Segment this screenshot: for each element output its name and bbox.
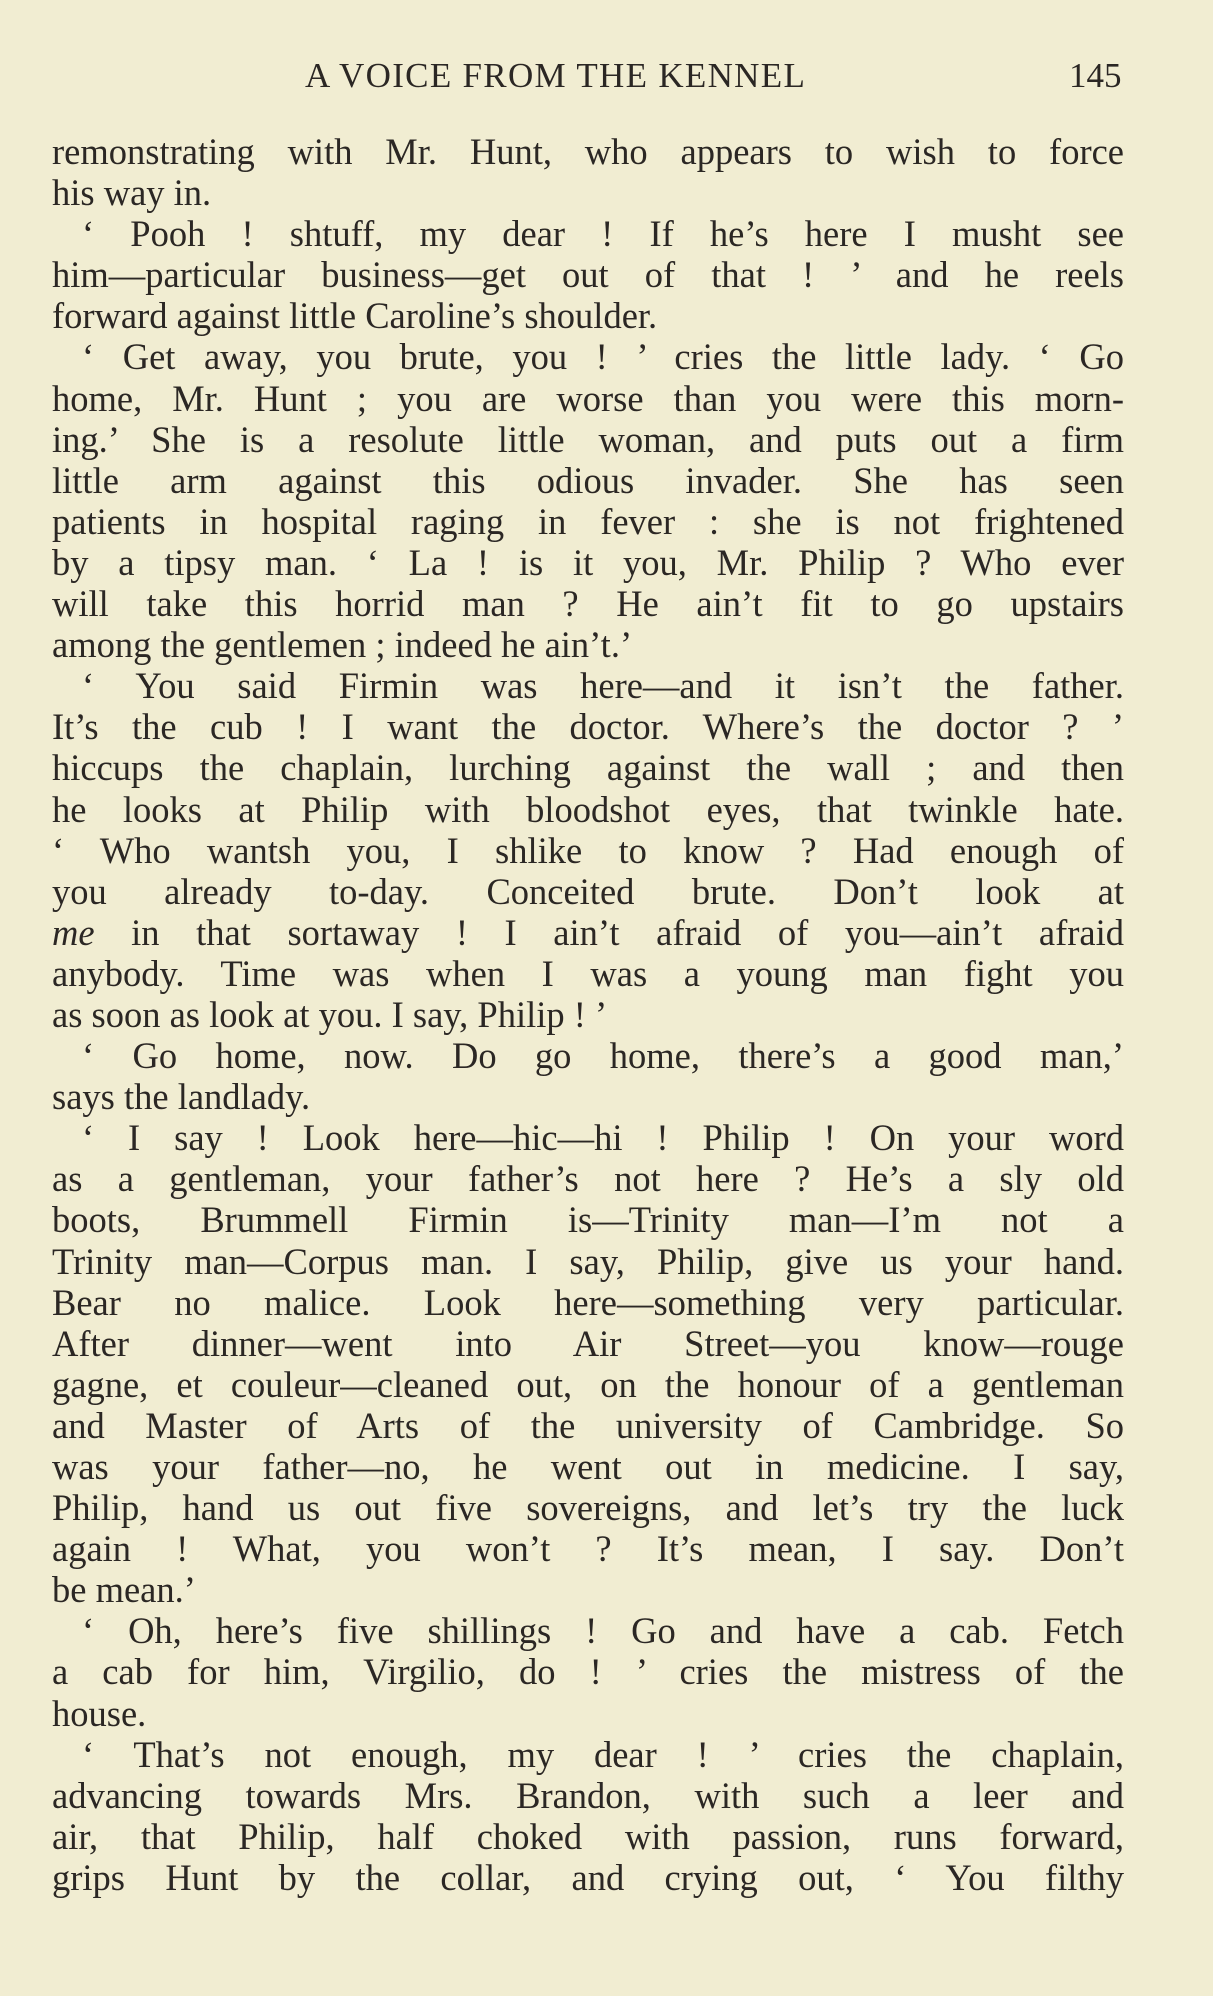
text-line [52, 624, 1124, 665]
line-text: as a gentleman, your father’s not here ? He’s a sly old [52, 1158, 1124, 1200]
text-line [52, 1035, 1124, 1076]
text-line [52, 1241, 1124, 1282]
text-line [52, 706, 1124, 747]
line-text: ‘ Go home, now. Do go home, there’s a good man,’ [82, 1035, 1124, 1077]
line-text: ‘ You said Firmin was here—and it isn’t the father. [82, 665, 1124, 707]
text-line [52, 1816, 1124, 1857]
line-text: his way in. [52, 172, 212, 214]
text-line [52, 912, 1124, 953]
text-line [52, 378, 1124, 419]
text-line [52, 460, 1124, 501]
text-line [52, 131, 1124, 172]
text-line [52, 665, 1124, 706]
line-text: as soon as look at you. I say, Philip ! ’ [52, 993, 608, 1035]
line-text: It’s the cub ! I want the doctor. Where’s the doctor ? ’ [52, 706, 1124, 748]
text-line [52, 1282, 1124, 1323]
text-line [52, 789, 1124, 830]
text-line [52, 1528, 1124, 1569]
text-line [52, 871, 1124, 912]
text-line [52, 419, 1124, 460]
running-title: A VOICE FROM THE KENNEL [305, 56, 807, 95]
line-text: in that sortaway ! I ain’t afraid of you—ain’t afraid [94, 911, 1124, 953]
text-line [52, 1569, 1124, 1610]
text-line [52, 1734, 1124, 1775]
text-line [52, 213, 1124, 254]
text-line [52, 1199, 1124, 1240]
text-line [52, 1693, 1124, 1734]
line-text: remonstrating with Mr. Hunt, who appears to wish to force [52, 131, 1124, 172]
text-line [52, 583, 1124, 624]
line-text: gagne, et couleur—cleaned out, on the honour of a gentleman [52, 1363, 1124, 1405]
line-text: ‘ That’s not enough, my dear ! ’ cries the chaplain, [82, 1733, 1124, 1775]
line-text: patients in hospital raging in fever : she is not frightened [52, 500, 1124, 542]
line-text: be mean.’ [52, 1569, 196, 1611]
text-line [52, 1487, 1124, 1528]
line-text: will take this horrid man ? He ain’t fit to go upstairs [52, 583, 1124, 625]
text-line [52, 1651, 1124, 1692]
page-number: 145 [1069, 56, 1122, 95]
text-line [52, 1857, 1124, 1898]
text-line [52, 1117, 1124, 1158]
text-line [52, 994, 1124, 1035]
line-text: grips Hunt by the collar, and crying out, ‘ You filthy [52, 1856, 1124, 1898]
text-line [52, 172, 1124, 213]
text-line [52, 501, 1124, 542]
line-text: a cab for him, Virgilio, do ! ’ cries the mistress of the [52, 1651, 1124, 1693]
line-text: boots, Brummell Firmin is—Trinity man—I’m not a [52, 1199, 1124, 1241]
line-text: him—particular business—get out of that ! ’ and he reels [52, 254, 1124, 296]
line-text: Philip, hand us out five sovereigns, and let’s try the luck [52, 1487, 1124, 1529]
text-line [52, 830, 1124, 871]
line-text: by a tipsy man. ‘ La ! is it you, Mr. Philip ? Who ever [52, 541, 1124, 583]
text-line [52, 1610, 1124, 1651]
line-text: again ! What, you won’t ? It’s mean, I say. Don’t [52, 1528, 1124, 1570]
text-line [52, 542, 1124, 583]
text-line [52, 336, 1124, 377]
line-text: Bear no malice. Look here—something very particular. [52, 1281, 1124, 1323]
line-text: ‘ Pooh ! shtuff, my dear ! If he’s here I musht see [82, 213, 1124, 255]
body-text [52, 131, 1124, 1898]
line-text: ‘ Oh, here’s five shillings ! Go and have a cab. Fetch [82, 1610, 1124, 1652]
text-line [52, 1405, 1124, 1446]
line-text: says the landlady. [52, 1076, 311, 1118]
line-text: hiccups the chaplain, lurching against the wall ; and then [52, 747, 1124, 789]
line-text: Trinity man—Corpus man. I say, Philip, give us your hand. [52, 1240, 1124, 1282]
emphasis-word: me [52, 911, 95, 953]
line-text: was your father—no, he went out in medicine. I say, [52, 1446, 1124, 1487]
line-text: among the gentlemen ; indeed he ain’t.’ [52, 624, 633, 666]
text-line [52, 254, 1124, 295]
text-line [52, 747, 1124, 788]
line-text: ‘ I say ! Look here—hic—hi ! Philip ! On your word [82, 1117, 1124, 1159]
line-text: and Master of Arts of the university of Cambridge. So [52, 1404, 1124, 1446]
line-text: After dinner—went into Air Street—you know—rouge [52, 1322, 1124, 1364]
text-line [52, 1775, 1124, 1816]
line-text: he looks at Philip with bloodshot eyes, that twinkle hate. [52, 788, 1124, 830]
text-line [52, 1076, 1124, 1117]
text-line [52, 1364, 1124, 1405]
text-line [52, 1158, 1124, 1199]
line-text: little arm against this odious invader. She has seen [52, 459, 1124, 501]
line-text: air, that Philip, half choked with passion, runs forward, [52, 1815, 1124, 1857]
line-text: home, Mr. Hunt ; you are worse than you were this morn- [52, 377, 1124, 419]
text-line [52, 295, 1124, 336]
text-line [52, 1446, 1124, 1487]
line-text: ing.’ She is a resolute little woman, and puts out a firm [52, 418, 1124, 460]
line-text: ‘ Who wantsh you, I shlike to know ? Had enough of [52, 829, 1124, 871]
line-text: advancing towards Mrs. Brandon, with such a leer and [52, 1774, 1124, 1816]
line-text: house. [52, 1692, 147, 1734]
line-text: anybody. Time was when I was a young man fight you [52, 952, 1124, 994]
text-line [52, 953, 1124, 994]
running-head [0, 50, 1213, 100]
line-text: you already to-day. Conceited brute. Don’t look at [52, 870, 1124, 912]
line-text: forward against little Caroline’s shoulder. [52, 295, 658, 337]
line-text: ‘ Get away, you brute, you ! ’ cries the little lady. ‘ Go [82, 336, 1124, 378]
text-line [52, 1323, 1124, 1364]
